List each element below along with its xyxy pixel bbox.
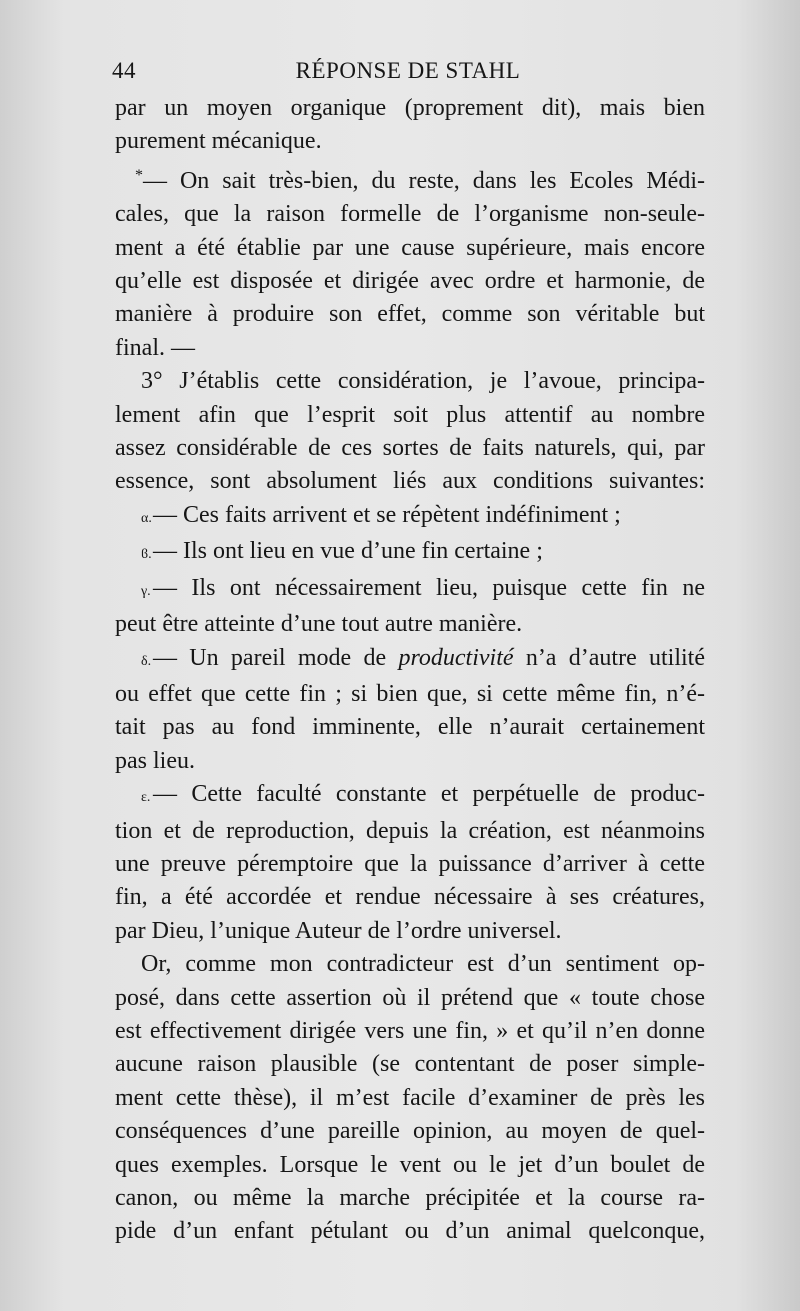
text-segment: — Un pareil mode de [153, 644, 399, 671]
text-line: fin, a été accordée et rendue nécessaire à ses créatures, [115, 884, 705, 911]
text-line: par Dieu, l’unique Auteur de l’ordre universel. [115, 917, 562, 944]
text-line [115, 778, 705, 814]
text-line: tait pas au fond imminente, elle n’aurait certainement [115, 714, 705, 741]
text-line: ou effet que cette fin ; si bien que, si cette même fin, n’é- [115, 680, 705, 707]
text-line: Or, comme mon contradicteur est d’un sentiment op- [141, 951, 705, 978]
text-line: pas lieu. [115, 747, 195, 774]
list-marker: ϐ. [141, 547, 152, 563]
text-line: lement afin que l’esprit soit plus attentif au nombre [115, 401, 705, 428]
text-segment: — Ils ont nécessairement lieu, puisque cette fin ne [153, 574, 705, 601]
text-line: cales, que la raison formelle de l’organisme non-seule- [115, 201, 705, 228]
text-line: est effectivement dirigée vers une fin, » et qu’il n’en donne [115, 1017, 705, 1044]
text-line: ment a été établie par une cause supérieure, mais encore [115, 234, 705, 261]
text-line: peut être atteinte d’une tout autre manière. [115, 611, 523, 638]
text-line [115, 535, 705, 571]
text-line: essence, sont absolument liés aux conditions suivantes: [115, 468, 705, 495]
text-segment: — Ces faits arrivent et se répètent indéfiniment ; [153, 501, 621, 528]
list-marker: γ. [141, 583, 151, 599]
text-line [115, 642, 705, 678]
text-line: une preuve péremptoire que la puissance d’arriver à cette [115, 850, 705, 877]
text-line: final. — [115, 334, 195, 361]
text-line: manière à produire son effet, comme son véritable but [115, 301, 705, 328]
text-line: 3° J’établis cette considération, je l’avoue, principa- [141, 368, 705, 395]
text-segment: n’a d’autre utilité [513, 644, 706, 671]
list-marker: δ. [141, 653, 152, 669]
page-header [112, 58, 704, 92]
text-line: ques exemples. Lorsque le vent ou le jet d’un boulet de [115, 1151, 705, 1178]
text-line: qu’elle est disposée et dirigée avec ordre et harmonie, de [115, 268, 705, 295]
text-line [115, 572, 705, 608]
page-number: 44 [112, 58, 136, 83]
text-line: canon, ou même la marche précipitée et la course ra- [115, 1185, 705, 1211]
text-line: tion et de reproduction, depuis la création, est néanmoins [115, 817, 705, 844]
text-line [115, 159, 705, 198]
list-marker: α. [141, 510, 152, 526]
text-line: conséquences d’une pareille opinion, au moyen de quel- [115, 1118, 705, 1145]
text-segment: — On sait très-bien, du reste, dans les Ecoles Médi- [143, 167, 705, 194]
asterisk-mark: * [135, 166, 143, 184]
text-line [115, 499, 705, 535]
text-line: pide d’un enfant pétulant ou d’un animal quelconque, [115, 1218, 705, 1245]
text-line: assez considérable de ces sortes de faits naturels, qui, par [115, 435, 705, 462]
running-title: RÉPONSE DE STAHL [295, 58, 521, 83]
list-marker: ε. [141, 790, 151, 806]
text-segment: — Ils ont lieu en vue d’une fin certaine ; [153, 538, 543, 565]
text-line: ment cette thèse), il m’est facile d’examiner de près les [115, 1084, 705, 1111]
text-segment: — Cette faculté constante et perpétuelle de produc- [153, 781, 705, 808]
text-line: aucune raison plausible (se contentant de poser simple- [115, 1051, 705, 1078]
text-line: par un moyen organique (proprement dit), mais bien [115, 95, 705, 121]
body-text [115, 92, 705, 1249]
text-line: purement mécanique. [115, 128, 322, 155]
text-line: posé, dans cette assertion où il prétend que « toute chose [115, 984, 705, 1011]
emphasis-text: productivité [398, 644, 514, 671]
